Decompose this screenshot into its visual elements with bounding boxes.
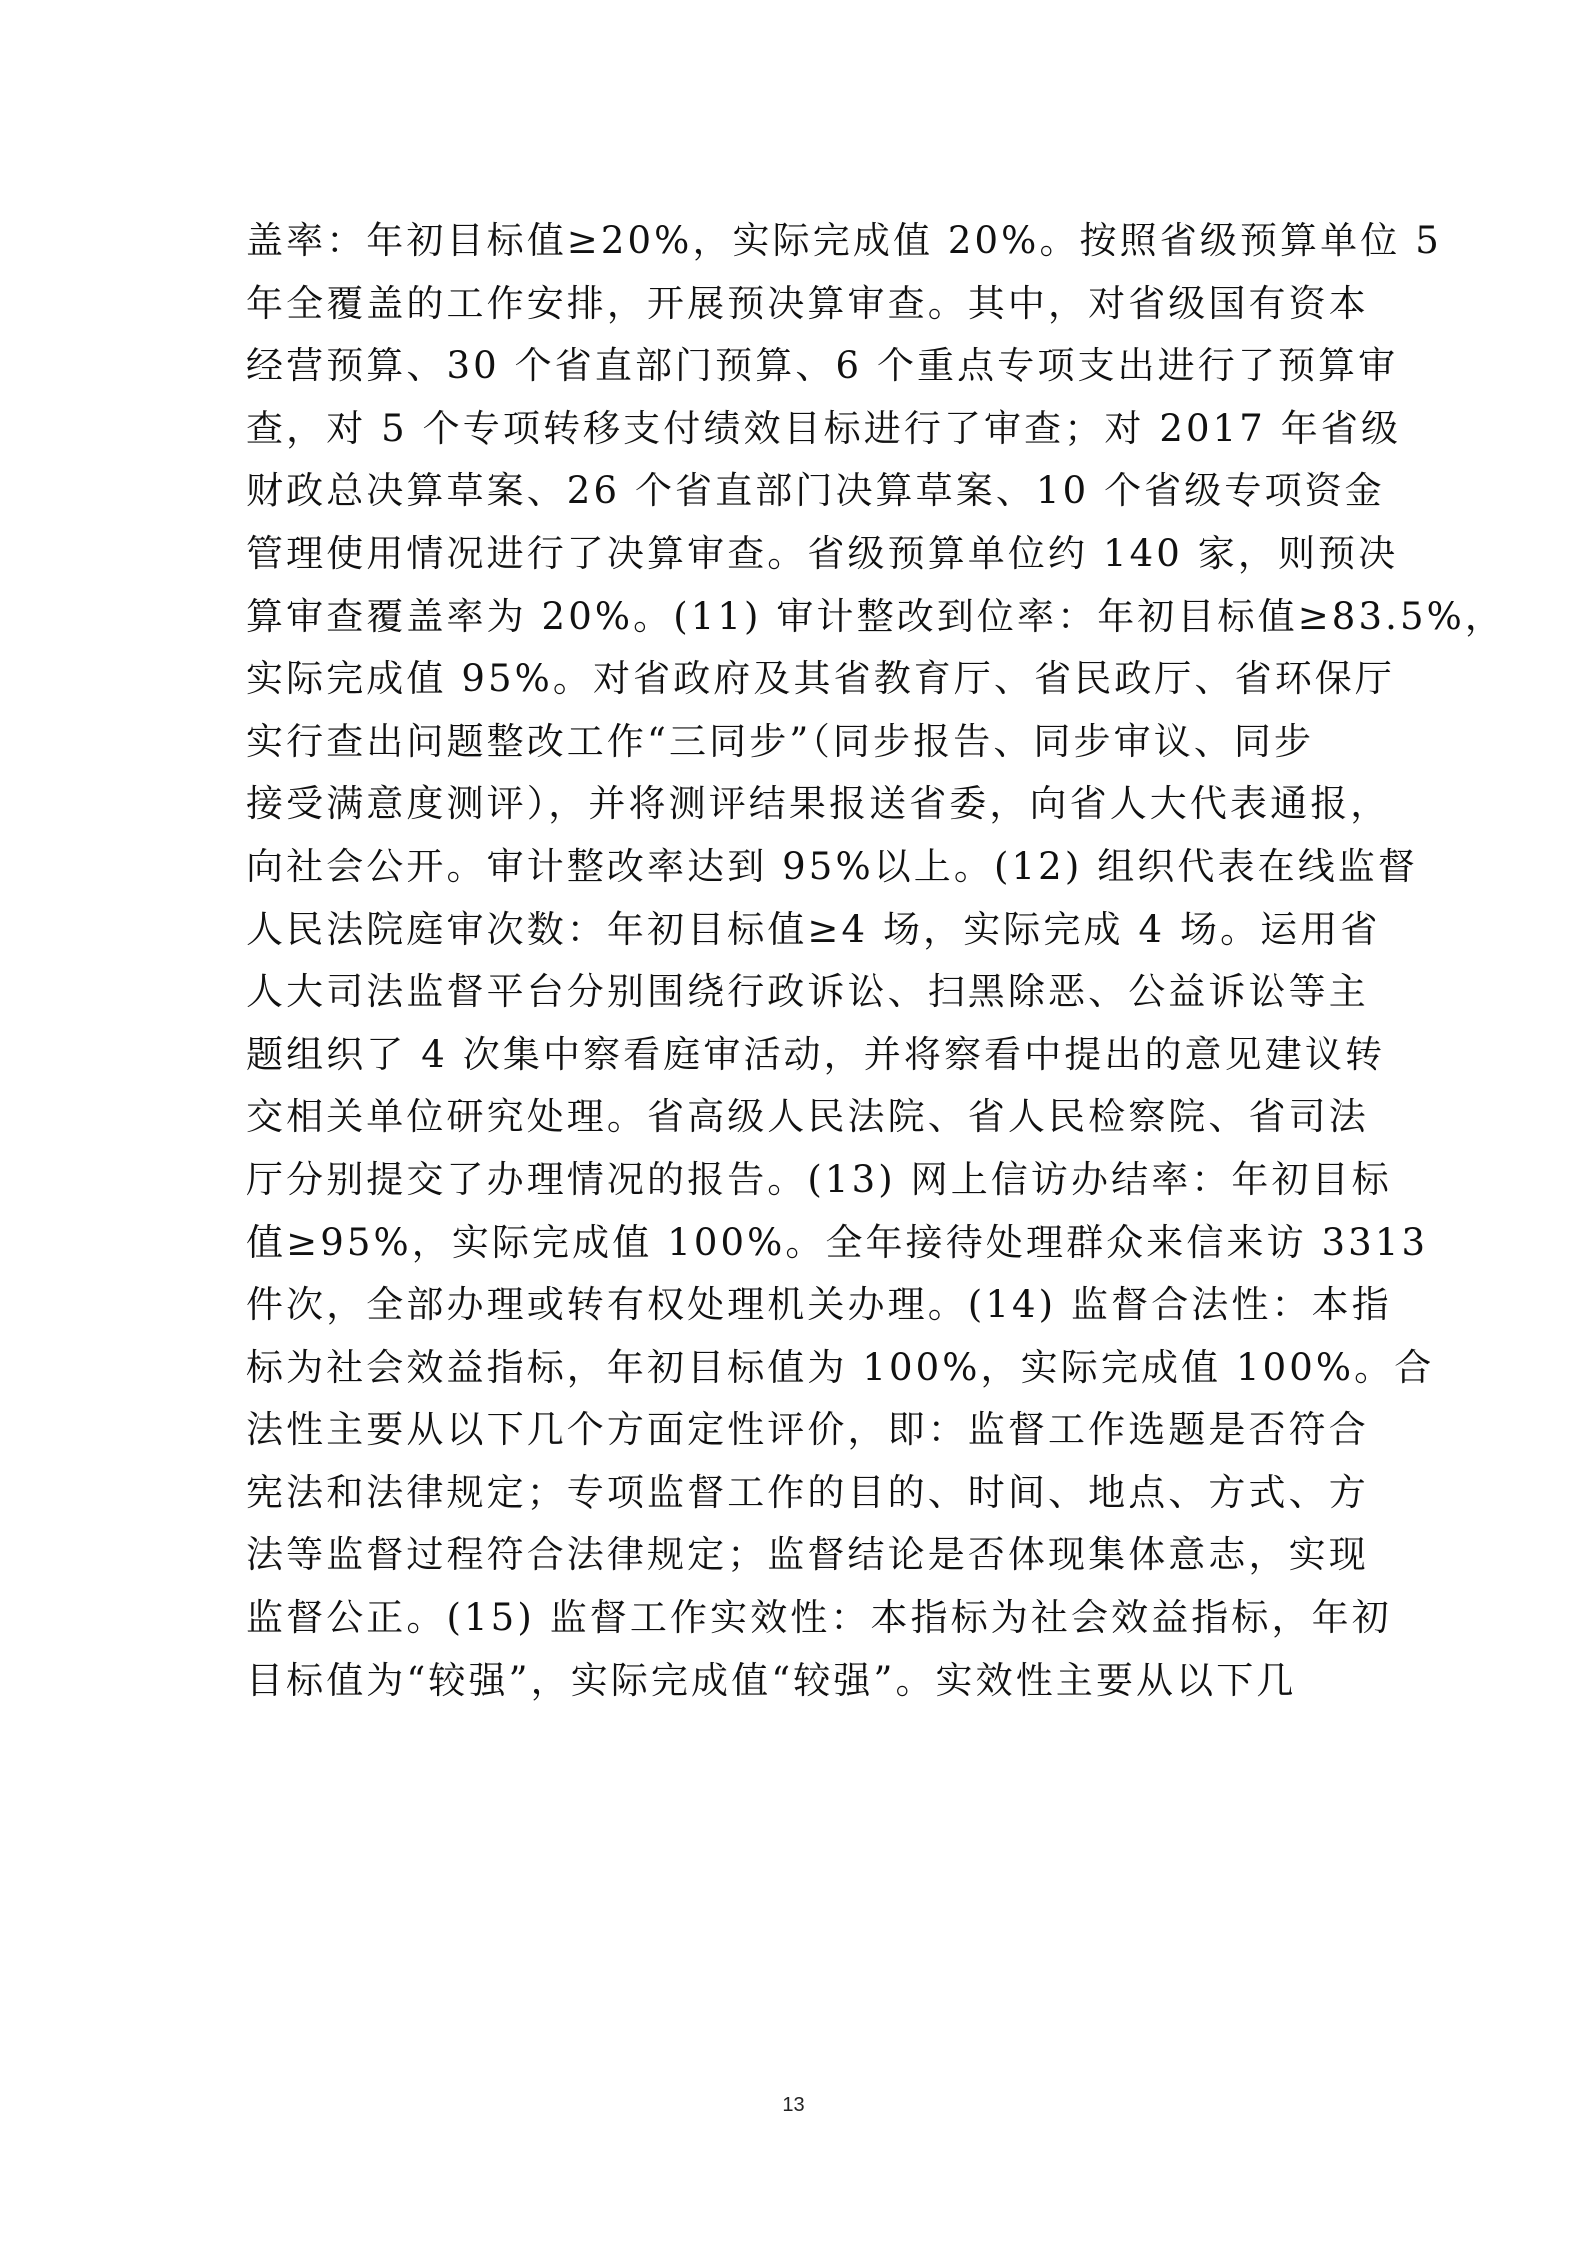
text-line: 接受满意度测评），并将测评结果报送省委，向省人大代表通报，: [246, 782, 1391, 826]
text-line: 人民法院庭审次数：年初目标值≥4 场，实际完成 4 场。运用省: [246, 907, 1381, 951]
text-line: 目标值为“较强”，实际完成值“较强”。实效性主要从以下几: [246, 1658, 1297, 1702]
page-number: 13: [782, 2094, 805, 2116]
text-line: 查，对 5 个专项转移支付绩效目标进行了审查；对 2017 年省级: [246, 406, 1402, 450]
text-line: 法等监督过程符合法律规定；监督结论是否体现集体意志，实现: [246, 1533, 1369, 1577]
text-line: 实际完成值 95%。对省政府及其省教育厅、省民政厅、省环保厅: [246, 657, 1395, 701]
text-line: 经营预算、30 个省直部门预算、6 个重点专项支出进行了预算审: [246, 344, 1399, 388]
text-line: 管理使用情况进行了决算审查。省级预算单位约 140 家，则预决: [246, 531, 1399, 575]
text-line: 题组织了 4 次集中察看庭审活动，并将察看中提出的意见建议转: [246, 1032, 1386, 1076]
text-line: 人大司法监督平台分别围绕行政诉讼、扫黑除恶、公益诉讼等主: [246, 970, 1369, 1014]
text-line: 监督公正。(15) 监督工作实效性：本指标为社会效益指标，年初: [246, 1596, 1392, 1640]
text-line: 年全覆盖的工作安排，开展预决算审查。其中，对省级国有资本: [246, 281, 1369, 325]
text-line: 财政总决算草案、26 个省直部门决算草案、10 个省级专项资金: [246, 469, 1385, 513]
text-line: 标为社会效益指标，年初目标值为 100%，实际完成值 100%。合: [246, 1345, 1435, 1389]
body-paragraph: [246, 210, 1505, 1712]
text-line: 实行查出问题整改工作“三同步”（同步报告、同步审议、同步: [246, 719, 1315, 763]
text-line: 宪法和法律规定；专项监督工作的目的、时间、地点、方式、方: [246, 1470, 1369, 1514]
text-line: 向社会公开。审计整改率达到 95%以上。(12) 组织代表在线监督: [246, 844, 1419, 888]
text-line: 值≥95%，实际完成值 100%。全年接待处理群众来信来访 3313: [246, 1220, 1429, 1264]
text-line: 法性主要从以下几个方面定性评价，即：监督工作选题是否符合: [246, 1408, 1369, 1452]
text-line: 厅分别提交了办理情况的报告。(13) 网上信访办结率：年初目标: [246, 1157, 1392, 1201]
text-line: 交相关单位研究处理。省高级人民法院、省人民检察院、省司法: [246, 1095, 1369, 1139]
text-line: 件次，全部办理或转有权处理机关办理。(14) 监督合法性：本指: [246, 1283, 1392, 1327]
text-line: 盖率：年初目标值≥20%，实际完成值 20%。按照省级预算单位 5: [246, 219, 1442, 262]
text-line: 算审查覆盖率为 20%。(11) 审计整改到位率：年初目标值≥83.5%，: [246, 594, 1505, 638]
